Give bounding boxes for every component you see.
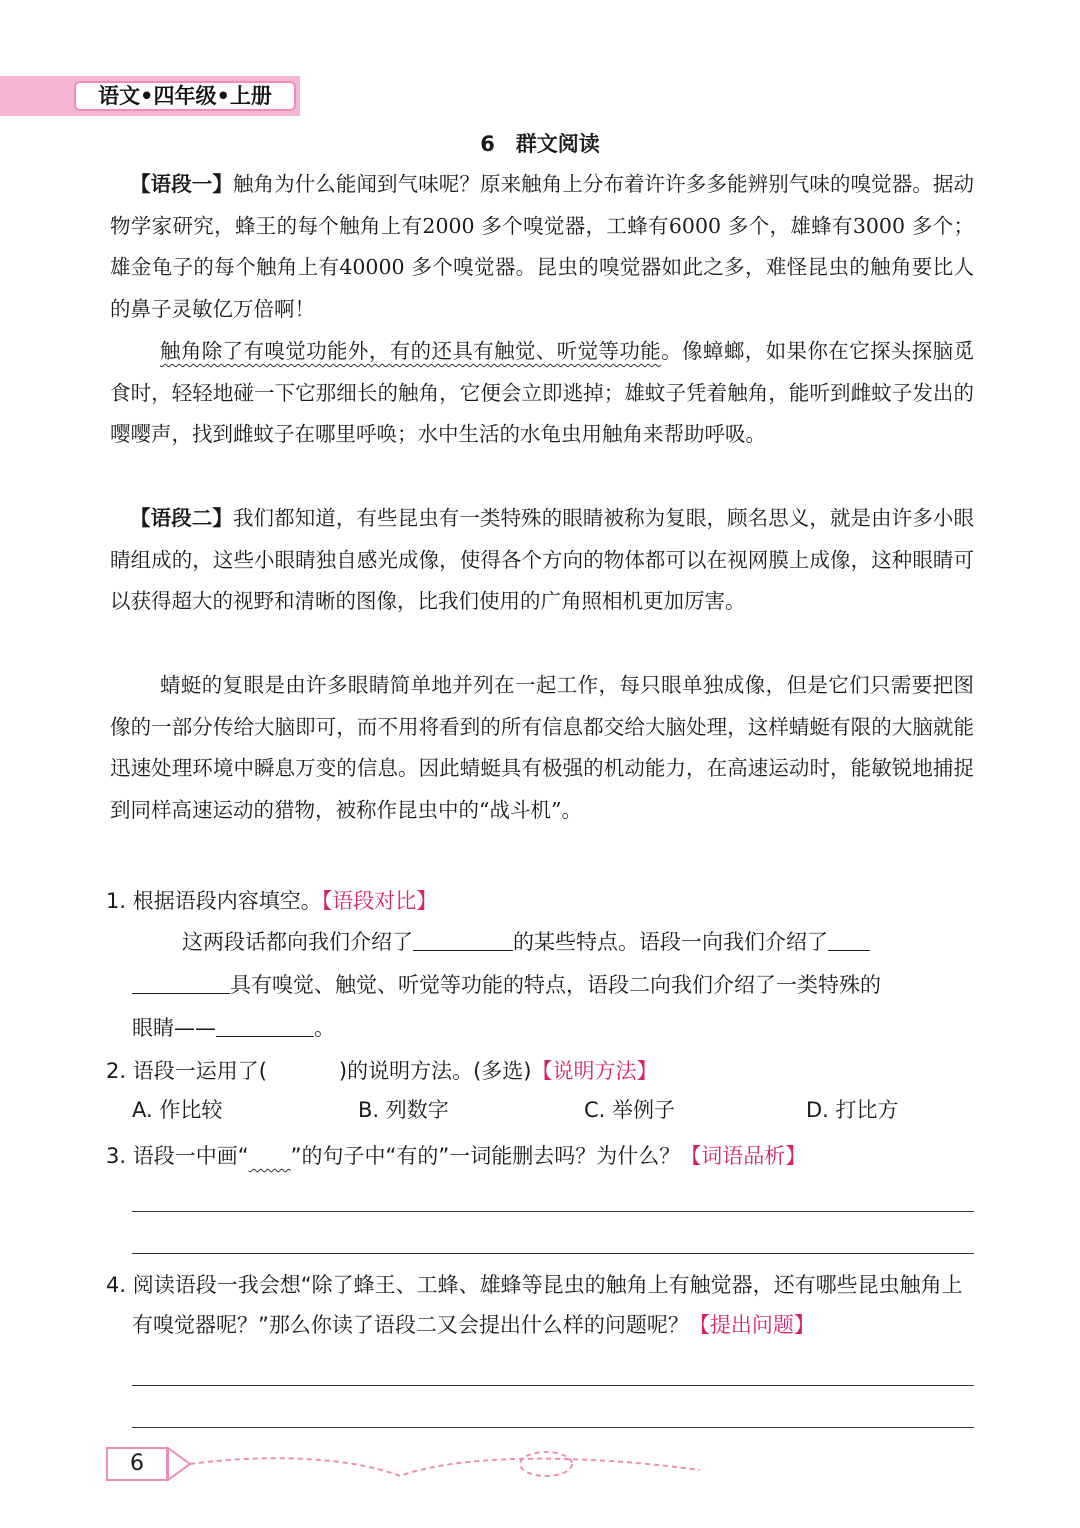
fill-text-5: 。 — [314, 1016, 335, 1040]
question-4-tag: 【提出问题】 — [688, 1313, 815, 1337]
option-d[interactable]: D. 打比方 — [806, 1098, 899, 1122]
question-4 — [106, 1265, 976, 1345]
question-4-text: 4. 阅读语段一我会想“除了蜂王、工蜂、雄蜂等昆虫的触角上有触觉器，还有哪些昆虫触角上有嗅觉器呢？”那么你读了语段二又会提出什么样的问题呢？ — [106, 1273, 963, 1337]
passage-2-text: 。像蟑螂，如果你在它探头探脑觅食时，轻轻地碰一下它那细长的触角，它便会立即逃掉；雄蚊子凭着触角，能听到雌蚊子发出的嘤嘤声，找到雌蚊子在哪里呼唤；水中生活的水龟虫用触角来帮助呼吸。 — [110, 339, 975, 447]
fill-text-3: 具有嗅觉、触觉、听觉等功能的特点，语段二向我们介绍了一类特殊的 — [230, 973, 881, 997]
question-3-stem-a: 3. 语段一中画“ — [106, 1144, 249, 1168]
answer-line[interactable] — [132, 1253, 974, 1254]
question-2-stem-b: )的说明方法。(多选) — [338, 1059, 532, 1083]
answer-line[interactable] — [132, 1385, 974, 1386]
fill-text-1: 这两段话都向我们介绍了 — [182, 930, 413, 954]
blank-3[interactable] — [216, 1012, 314, 1037]
question-3-tag: 【词语品析】 — [680, 1144, 807, 1168]
passage-1-text: 触角为什么能闻到气味呢？原来触角上分布着许许多多能辨别气味的嗅觉器。据动物学家研究，蜂王的每个触角上有2000 多个嗅觉器，工蜂有6000 多个，雄蜂有3000 多个；雄金龟子的每个触角上有40000 多个嗅觉器。昆虫的嗅觉器如此之多，难怪昆虫的触角要比人的鼻子灵敏亿万倍啊！ — [110, 172, 974, 321]
question-1-stem: 1. 根据语段内容填空。 — [106, 889, 322, 913]
blank-2a[interactable] — [828, 926, 870, 951]
question-3 — [106, 1136, 976, 1176]
fill-text-4: 眼睛—— — [132, 1016, 216, 1040]
question-1 — [106, 881, 976, 921]
passage-3-label: 【语段二】 — [130, 506, 233, 530]
passage-3 — [110, 498, 974, 623]
question-1-tag: 【语段对比】 — [321, 889, 438, 913]
dashed-loop — [520, 1452, 572, 1476]
passage-2 — [110, 331, 974, 456]
question-3-stem-b: ”的句子中“有的”一词能删去吗？为什么？ — [290, 1144, 681, 1168]
question-2-tag: 【说明方法】 — [531, 1059, 658, 1083]
passage-4: 蜻蜓的复眼是由许多眼睛简单地并列在一起工作，每只眼单独成像，但是它们只需要把图像的一部分传给大脑即可，而不用将看到的所有信息都交给大脑处理，这样蜻蜓有限的大脑就能迅速处理环境中瞬息万变的信息。因此蜻蜓具有极强的机动能力，在高速运动时，能敏锐地捕捉到同样高速运动的猎物，被称作昆虫中的“战斗机”。 — [110, 673, 974, 822]
blank-2b[interactable] — [132, 969, 230, 994]
question-2 — [106, 1051, 976, 1091]
question-2-stem-a: 2. 语段一运用了( — [106, 1059, 267, 1083]
question-1-fill — [132, 922, 974, 1048]
option-a[interactable]: A. 作比较 — [132, 1098, 223, 1122]
passage-1-label: 【语段一】 — [130, 172, 233, 196]
wavy-underlined-sentence: 触角除了有嗅觉功能外，有的还具有触觉、听觉等功能 — [160, 339, 662, 363]
answer-line[interactable] — [132, 1211, 974, 1212]
passage-1 — [110, 164, 974, 330]
answer-line[interactable] — [132, 1427, 974, 1428]
dashed-decoration — [160, 1440, 720, 1490]
fill-text-2: 的某些特点。语段一向我们介绍了 — [513, 930, 828, 954]
book-badge: 语文•四年级•上册 — [74, 81, 296, 111]
dashed-curve — [190, 1458, 700, 1476]
wavy-line-mark — [249, 1144, 291, 1168]
option-c[interactable]: C. 举例子 — [584, 1098, 676, 1122]
option-b[interactable]: B. 列数字 — [358, 1098, 449, 1122]
passage-3-text: 我们都知道，有些昆虫有一类特殊的眼睛被称为复眼，顾名思义，就是由许多小眼睛组成的，这些小眼睛独自感光成像，使得各个方向的物体都可以在视网膜上成像，这种眼睛可以获得超大的视野和清晰的图像，比我们使用的广角照相机更加厉害。 — [110, 506, 974, 614]
arrow-tip-icon — [168, 1448, 190, 1480]
blank-1[interactable] — [413, 926, 513, 951]
page-number: 6 — [106, 1447, 168, 1481]
lesson-title: 6 群文阅读 — [480, 132, 600, 156]
